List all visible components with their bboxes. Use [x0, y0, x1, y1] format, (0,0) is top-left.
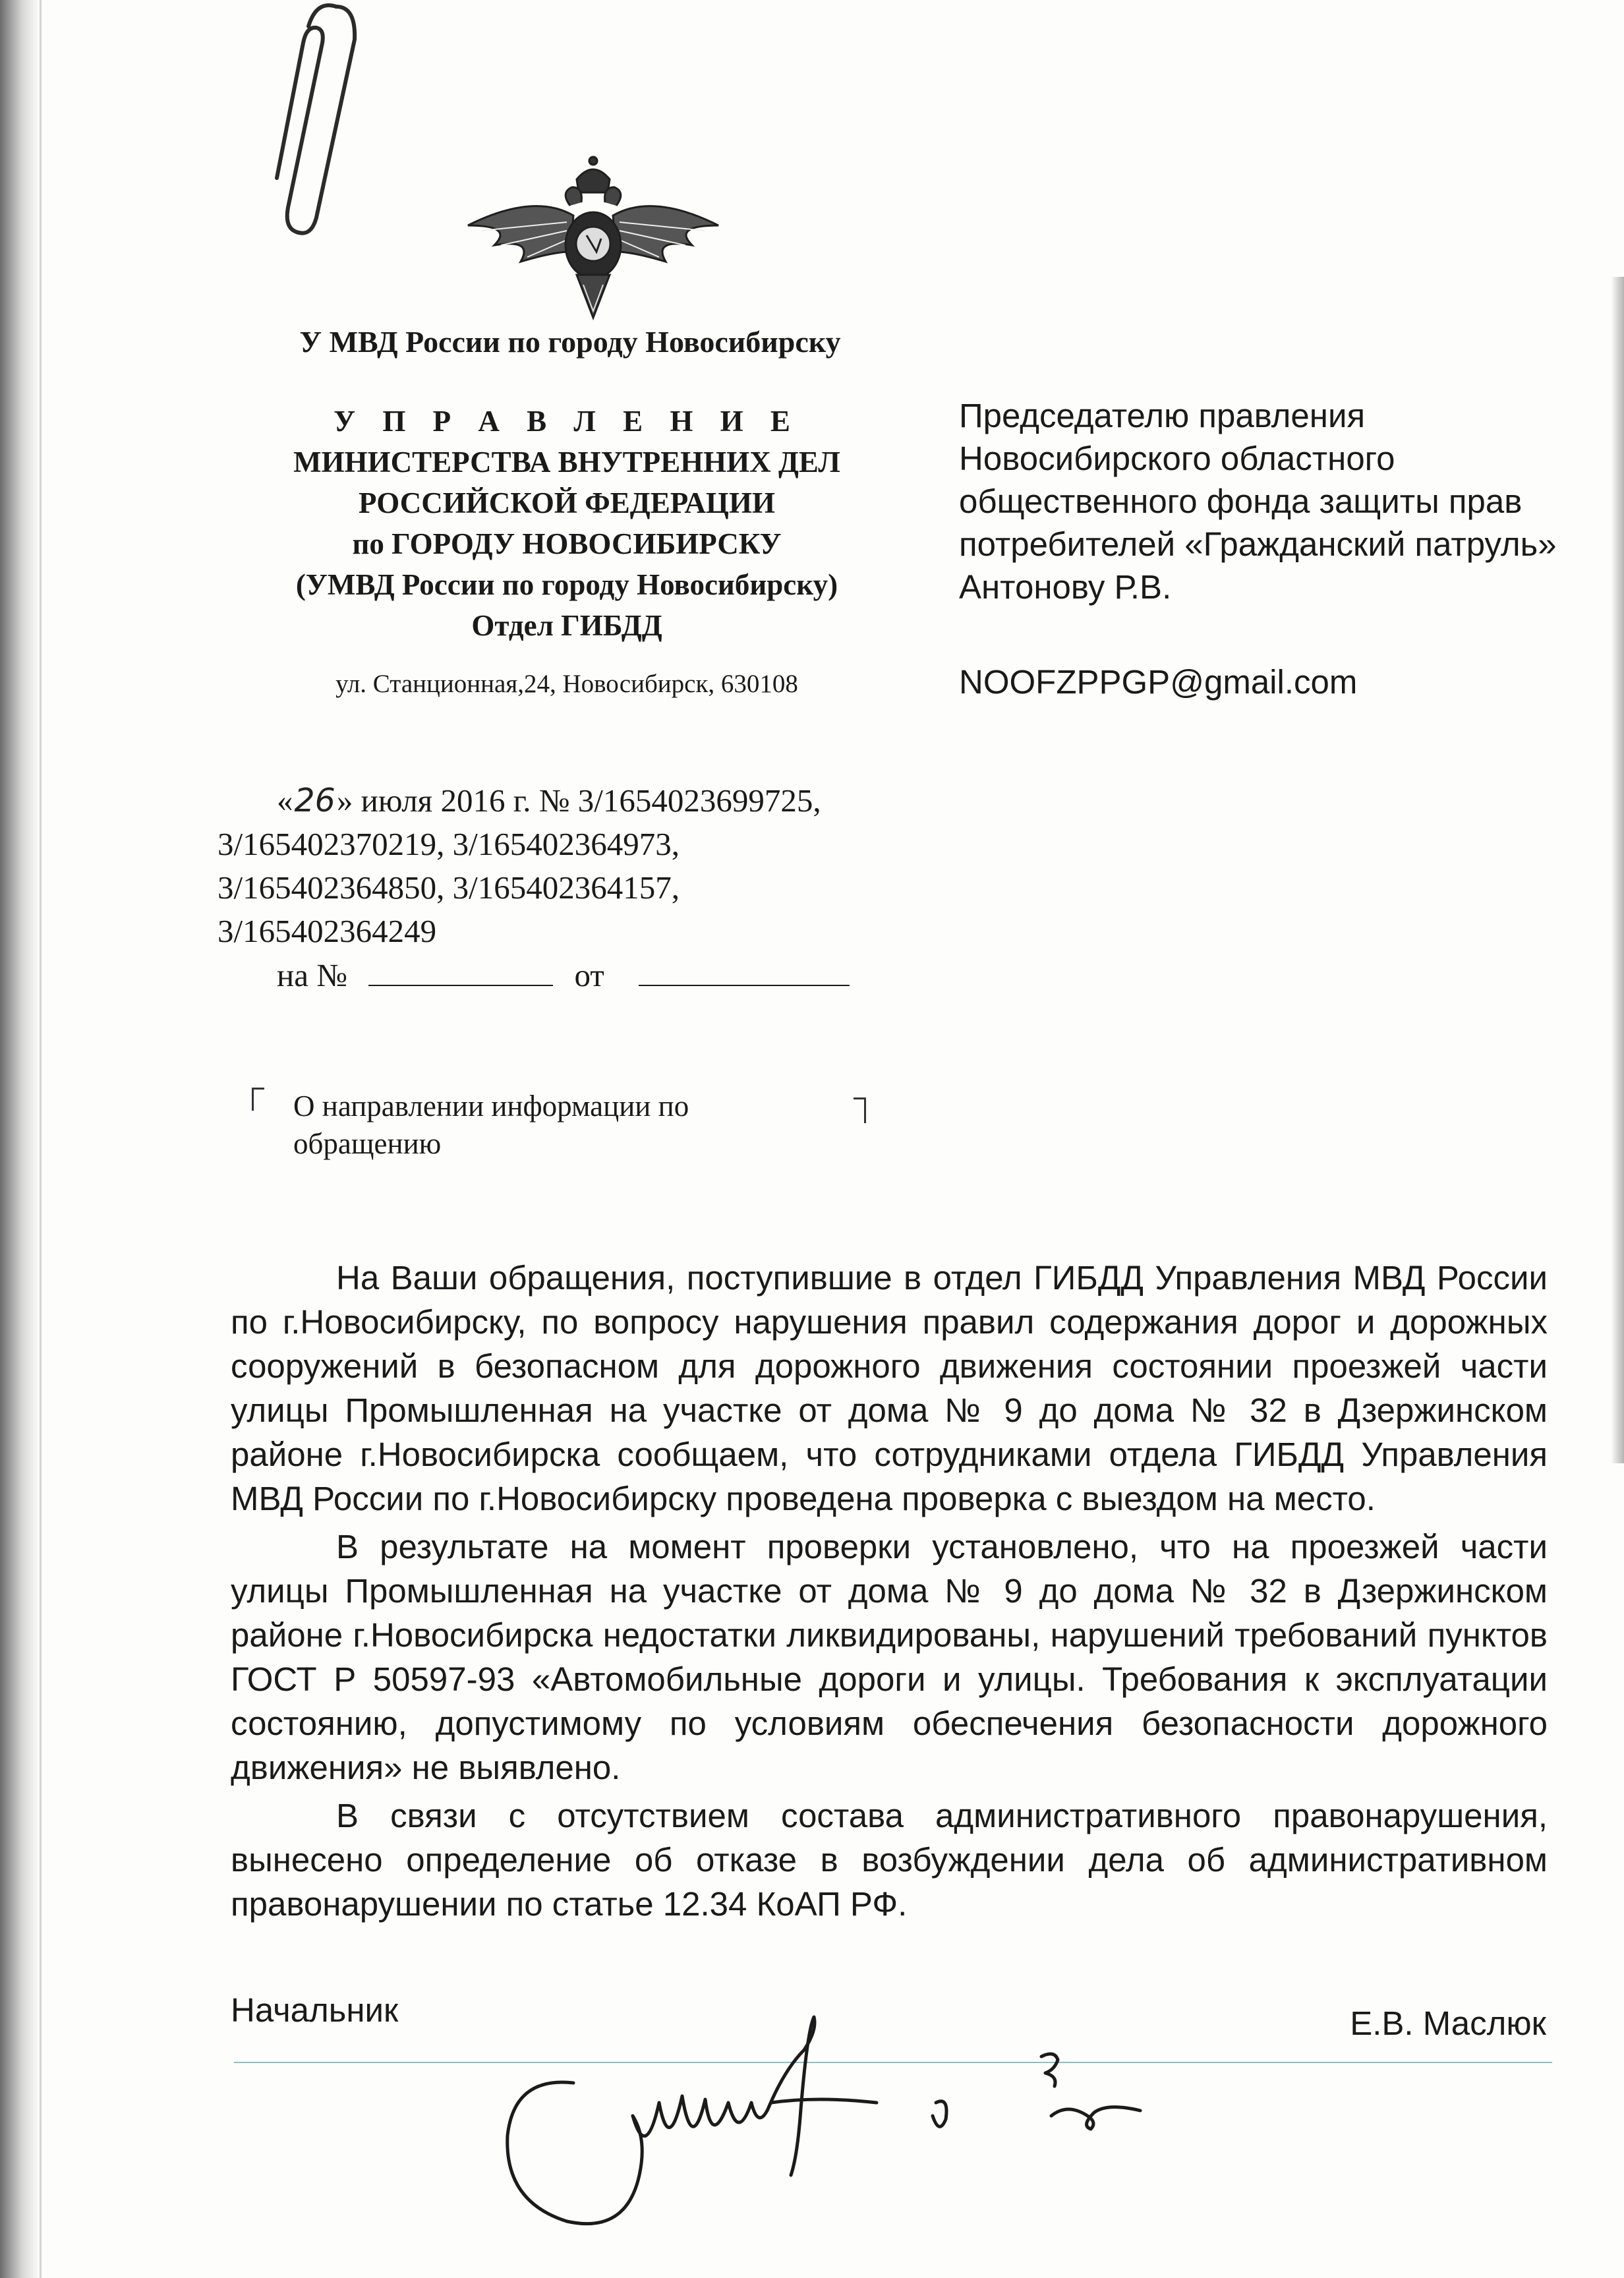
org-line: (УМВД России по городу Новосибирску)	[295, 568, 838, 601]
addressee-line: Новосибирского областного	[959, 440, 1395, 477]
addressee-block	[959, 394, 1605, 608]
addressee-line: Председателю правления	[959, 397, 1366, 434]
department-header: У МВД России по городу Новосибирску	[299, 325, 841, 359]
letter-body	[231, 1256, 1548, 1930]
body-paragraph: В результате на момент проверки установлено, что на проезжей части улицы Промышленная на участке от дома № 9 до дома № 32 в Дзержинском районе г.Новосибирска недостатки ликвидированы, нарушений требований пунктов ГОСТ Р 50597-93 «Автомобильные дороги и улицы. Требования к эксплуатации состоянию, допустимому по условиям обеспечения безопасности дорожного движения» не выявлено.	[231, 1528, 1548, 1786]
addressee-line: Антонову Р.В.	[959, 568, 1172, 606]
org-line: Отдел ГИБДД	[471, 609, 662, 642]
organization-address: ул. Станционная,24, Новосибирск, 630108	[335, 670, 798, 698]
org-line: МИНИСТЕРСТВА ВНУТРЕННИХ ДЕЛ	[293, 446, 840, 479]
org-line: РОССИЙСКОЙ ФЕДЕРАЦИИ	[359, 486, 775, 519]
addressee-line: потребителей «Гражданский патруль»	[959, 525, 1557, 563]
organization-name-block	[218, 401, 916, 646]
subject-bracket-left	[252, 1088, 264, 1111]
scan-edge-shadow-left	[0, 0, 40, 2278]
reference-line	[277, 956, 850, 994]
scan-edge-shadow-right	[1611, 277, 1624, 1463]
scan-streak	[40, 0, 42, 2278]
paper-clip-icon	[237, 0, 369, 244]
addressee-email: NOOFZPPGP@gmail.com	[959, 663, 1358, 701]
body-paragraph: В связи с отсутствием состава административного правонарушения, вынесено определение об отказе в возбуждении дела об административном правонарушении по статье 12.34 КоАП РФ.	[231, 1797, 1548, 1923]
ref-middle: от	[574, 957, 604, 993]
number-line: 3/165402370219, 3/165402364973,	[218, 826, 680, 862]
signer-name: Е.В. Маслюк	[1350, 2004, 1546, 2042]
subject-line: О направлении информации по	[293, 1090, 689, 1123]
subject-line: обращению	[293, 1127, 442, 1160]
subject-block	[293, 1088, 794, 1163]
handwritten-signature	[475, 2004, 1226, 2254]
org-line: по ГОРОДУ НОВОСИБИРСКУ	[352, 527, 782, 560]
date-rest: » июля 2016 г. № 3/1654023699725,	[336, 782, 821, 819]
signer-title: Начальник	[231, 1991, 399, 2029]
ref-prefix: на №	[277, 957, 347, 993]
date-and-numbers	[218, 779, 1008, 953]
number-line: 3/165402364850, 3/165402364157,	[218, 869, 680, 906]
number-line: 3/165402364249	[218, 913, 437, 949]
mvd-eagle-emblem-icon	[455, 153, 732, 331]
ref-date-blank	[639, 956, 850, 986]
date-open-quote: «	[277, 782, 293, 819]
date-line	[218, 779, 1008, 823]
org-line: У П Р А В Л Е Н И Е	[334, 405, 800, 438]
subject-bracket-right	[854, 1097, 866, 1123]
handwritten-day: 26	[294, 782, 335, 819]
body-paragraph: На Ваши обращения, поступившие в отдел ГИБДД Управления МВД России по г.Новосибирску, по вопросу нарушения правил содержания дорог и дорожных сооружений в безопасном для дорожного движения состоянии проезжей части улицы Промышленная на участке от дома № 9 до дома № 32 в Дзержинском районе г.Новосибирска сообщаем, что сотрудниками отдела ГИБДД Управления МВД России по г.Новосибирску проведена проверка с выездом на место.	[231, 1259, 1548, 1517]
addressee-line: общественного фонда защиты прав	[959, 482, 1522, 520]
ref-number-blank	[368, 956, 553, 986]
